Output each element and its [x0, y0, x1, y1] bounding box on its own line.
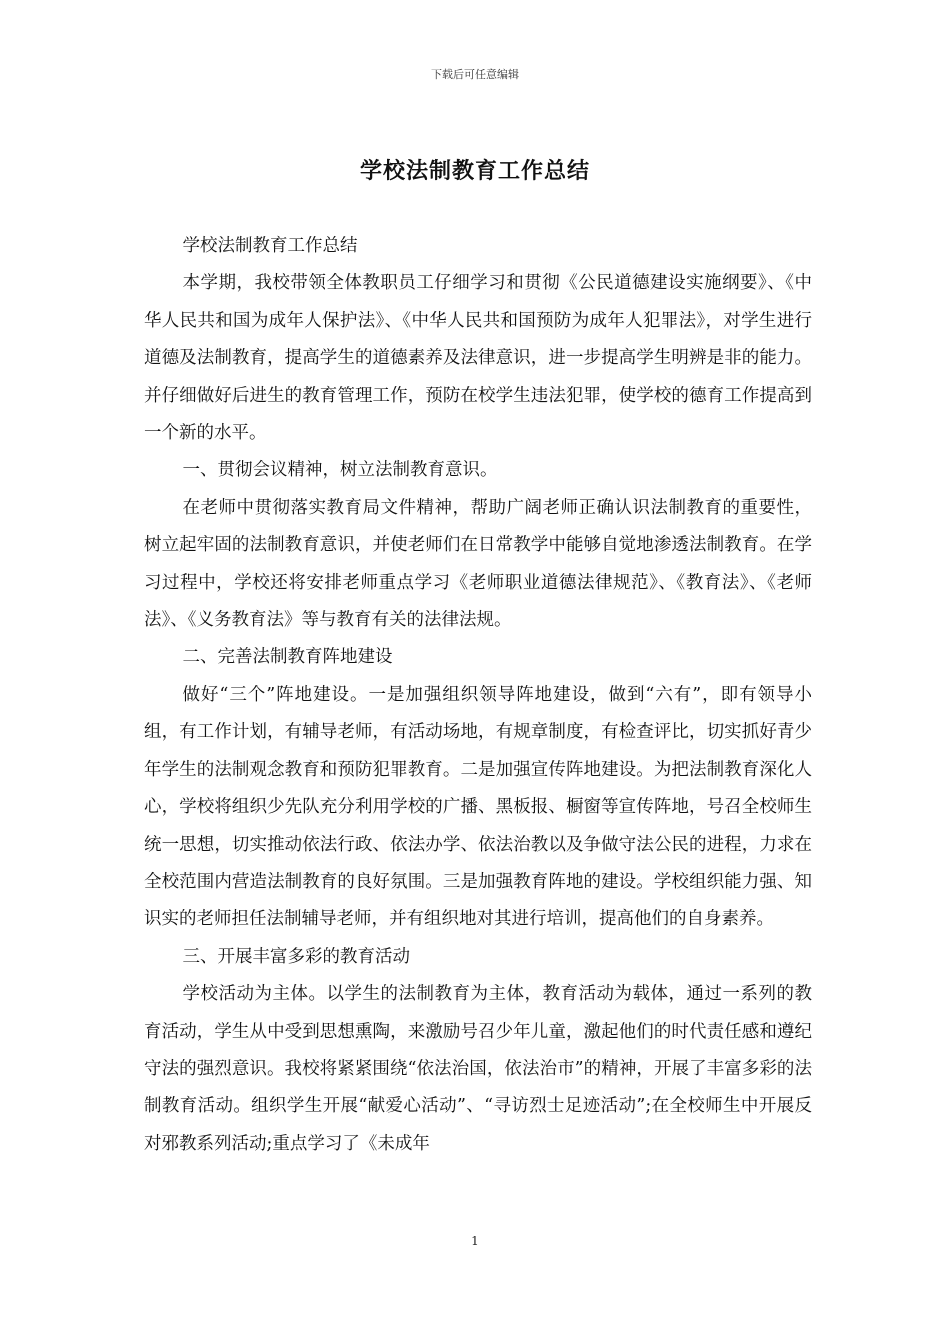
section-heading-1: 一、贯彻会议精神，树立法制教育意识。: [182, 460, 498, 481]
header-note: 下载后可任意编辑: [431, 68, 519, 81]
section-heading-3: 三、开展丰富多彩的教育活动: [182, 946, 410, 967]
paragraph-subtitle: 学校法制教育工作总结: [182, 236, 358, 256]
paragraph-section-3: 学校活动为主体。以学生的法制教育为主体，教育活动为载体，通过一系列的教育活动，学生从中受到思想熏陶，来激励号召少年儿童，激起他们的时代责任感和遵纪守法的强烈意识。我校将紧紧围绕“依法治国，依法治市”的精神，开展了丰富多彩的法制教育活动。组织学生开展“献爱心活动”、“寻访烈士足迹活动”;在全校师生中开展反对邪教系列活动;重点学习了《未成年: [144, 984, 812, 1154]
paragraph-intro: 本学期，我校带领全体教职员工仔细学习和贯彻《公民道德建设实施纲要》、《中华人民共和国为成年人保护法》、《中华人民共和国预防为成年人犯罪法》，对学生进行道德及法制教育，提高学生的道德素养及法律意识，进一步提高学生明辨是非的能力。并仔细做好后进生的教育管理工作，预防在校学生违法犯罪，使学校的德育工作提高到一个新的水平。: [144, 273, 812, 444]
paragraph-section-2: 做好“三个”阵地建设。一是加强组织领导阵地建设，做到“六有”，即有领导小组，有工作计划，有辅导老师，有活动场地，有规章制度，有检查评比，切实抓好青少年学生的法制观念教育和预防犯罪教育。二是加强宣传阵地建设。为把法制教育深化人心，学校将组织少先队充分利用学校的广播、黑板报、橱窗等宣传阵地，号召全校师生统一思想，切实推动依法行政、依法办学、依法治教以及争做守法公民的进程，力求在全校范围内营造法制教育的良好氛围。三是加强教育阵地的建设。学校组织能力强、知识实的老师担任法制辅导老师，并有组织地对其进行培训，提高他们的自身素养。: [144, 684, 812, 930]
paragraph-section-1: 在老师中贯彻落实教育局文件精神，帮助广阔老师正确认识法制教育的重要性，树立起牢固的法制教育意识，并使老师们在日常教学中能够自觉地渗透法制教育。在学习过程中，学校还将安排老师重点学习《老师职业道德法律规范》、《教育法》、《老师法》、《义务教育法》等与教育有关的法律法规。: [144, 497, 812, 631]
page-number: 1: [471, 1234, 479, 1248]
document-title: 学校法制教育工作总结: [359, 158, 590, 184]
section-heading-2: 二、完善法制教育阵地建设: [182, 647, 393, 668]
document-body: [144, 228, 812, 1163]
